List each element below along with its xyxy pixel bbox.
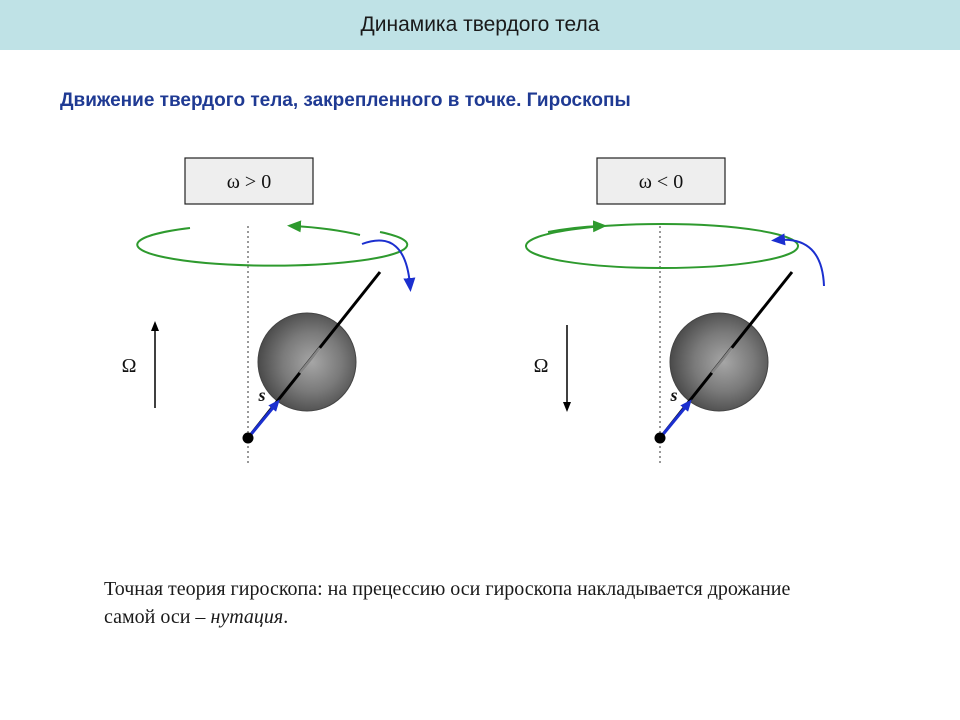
right-omega-label: ω < 0 — [638, 171, 684, 193]
right-pivot-point — [655, 433, 666, 444]
left-orbit-arrow — [294, 226, 360, 235]
left-precession-label: Ω — [121, 355, 137, 377]
left-nutation-arrow — [362, 240, 410, 285]
right-precession-label: Ω — [533, 355, 549, 377]
slide-title: Динамика твердого тела — [360, 13, 600, 36]
left-gyroscope-diagram — [122, 158, 410, 466]
left-pivot-point — [243, 433, 254, 444]
right-orbit-arrow — [548, 226, 600, 232]
caption — [104, 575, 844, 631]
right-gyroscope-diagram — [526, 158, 824, 466]
left-spin-vector — [248, 404, 276, 438]
caption-text: Точная теория гироскопа: на прецессию оси гироскопа накладывается дрожание самой оси – — [104, 578, 791, 628]
left-precession-orbit — [137, 228, 407, 266]
right-spin-vector — [660, 404, 688, 438]
slide-subtitle: Движение твердого тела, закрепленного в точке. Гироскопы — [60, 90, 631, 111]
caption-end: . — [283, 606, 289, 628]
right-precession-orbit — [526, 224, 798, 268]
left-spin-label: s — [258, 385, 266, 405]
left-omega-label: ω > 0 — [226, 171, 272, 193]
caption-emphasis: нутация — [210, 606, 284, 628]
right-spin-label: s — [670, 385, 678, 405]
